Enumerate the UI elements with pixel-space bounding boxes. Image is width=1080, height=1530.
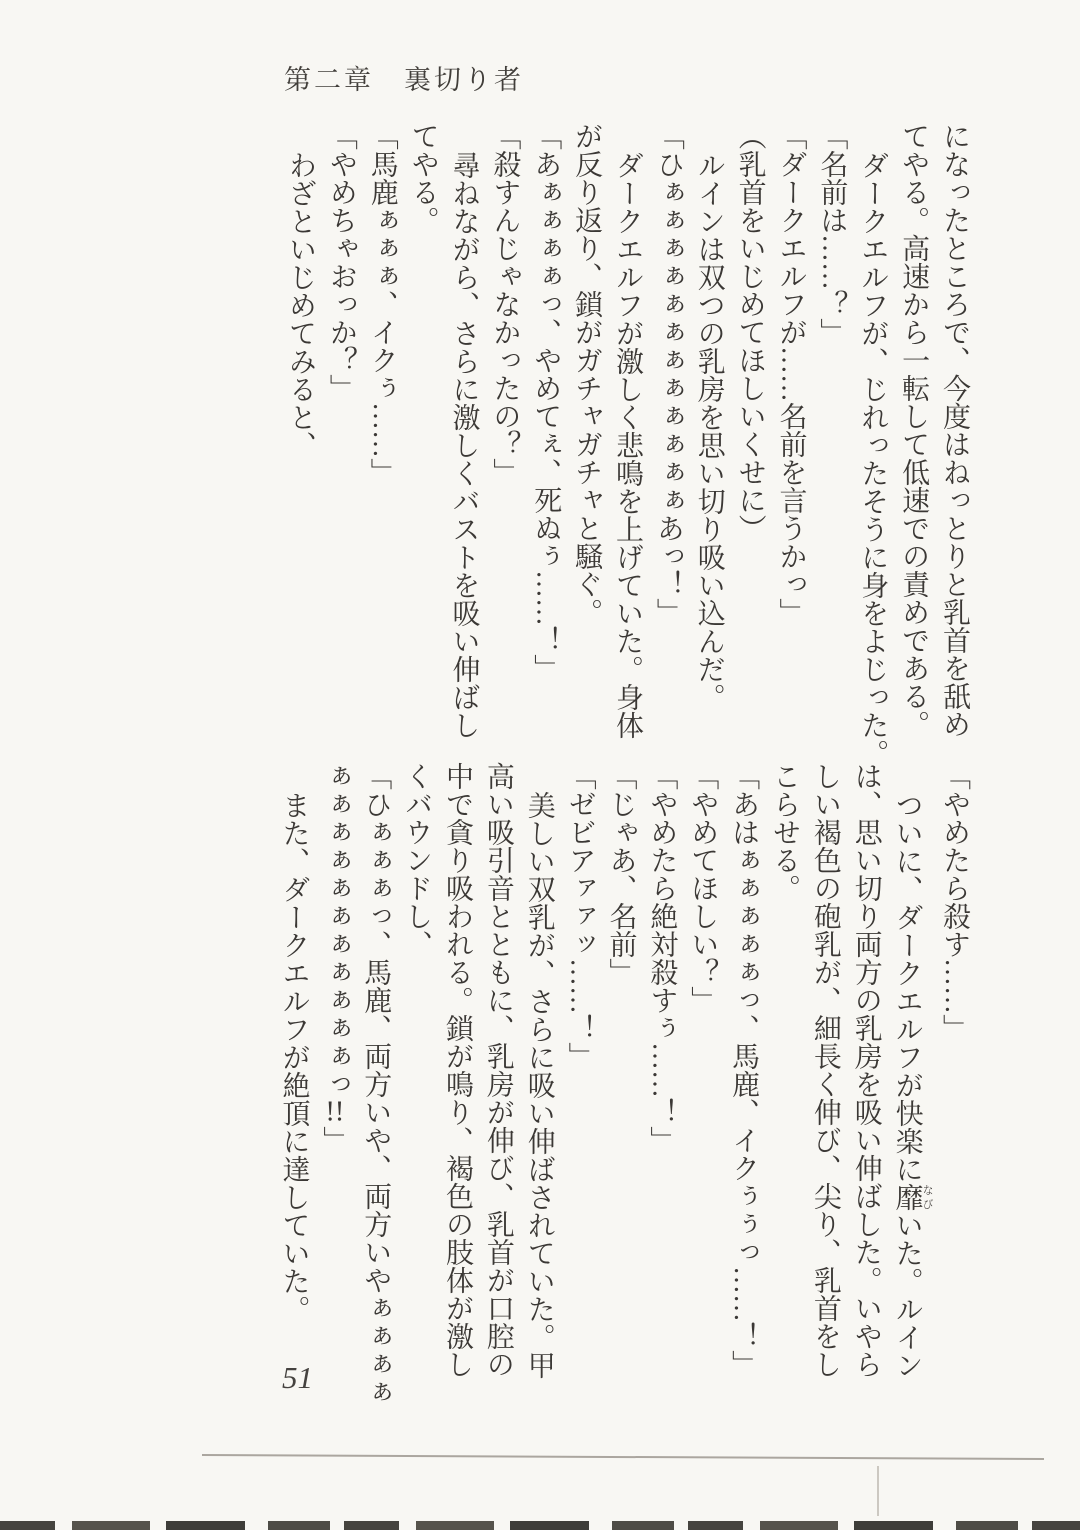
text-column: 「馬鹿ぁぁぁ、イクぅ……」 xyxy=(366,122,398,486)
text-column: 「名前は……？」 xyxy=(816,122,848,346)
text-column: てやる。 xyxy=(407,122,439,234)
text-column: になったところで、今度はねっとりと乳首を舐め xyxy=(939,122,970,738)
text-column: しい褐色の砲乳が、細長く伸び、尖り、乳首をし xyxy=(809,762,841,1378)
text-column: 美しい双乳が、さらに吸い伸ばされていた。甲 xyxy=(523,791,555,1379)
ruby-annotated-kanji: 靡なび xyxy=(891,1183,934,1211)
text-column: 「やめちゃおっか？」 xyxy=(325,122,357,402)
text-column: 「あはぁぁぁぁぁっ、馬鹿、イクぅぅっ……！」 xyxy=(728,762,760,1378)
text-column: 「やめたら絶対殺すぅ……！」 xyxy=(646,762,678,1154)
text-column: 「じゃあ、名前」 xyxy=(605,762,637,986)
text-column: ルインは双つの乳房を思い切り吸い込んだ。 xyxy=(693,151,725,711)
text-column: 「やめたら殺す……」 xyxy=(939,762,970,1042)
text-column: また、ダークエルフが絶頂に達していた。 xyxy=(278,791,310,1323)
text-column: が反り返り、鎖がガチャガチャと騒ぐ。 xyxy=(571,122,603,626)
text-column: 「あぁぁぁぁっ、やめてぇ、死ぬぅ……！」 xyxy=(530,122,562,682)
text-column: は、思い切り両方の乳房を吸い伸ばした。いやら xyxy=(850,762,882,1378)
double-exclamation: !! xyxy=(325,1098,345,1126)
text-column: 「殺すんじゃなかったの？」 xyxy=(489,122,521,486)
text-column: 「やめてほしい？」 xyxy=(687,762,719,1014)
text-block-top xyxy=(279,122,974,777)
text-column: こらせる。 xyxy=(769,762,800,902)
text-column: てやる。高速から一転して低速での責めである。 xyxy=(898,122,930,738)
text-block-bottom xyxy=(273,762,974,1427)
text-column: （乳首をいじめてほしいくせに） xyxy=(734,122,766,542)
text-column: 尋ねながら、さらに激しくバストを吸い伸ばし xyxy=(448,151,480,739)
text-column: わざといじめてみると、 xyxy=(285,151,316,459)
text-column: 「ひぁぁぁぁぁぁぁぁぁぁぁぁあっ！」 xyxy=(652,122,684,626)
footer-rule-divider xyxy=(202,1454,1044,1460)
chapter-header: 第二章 裏切り者 xyxy=(284,65,524,95)
text-column: 「ゼビアァァッ……！」 xyxy=(564,762,596,1070)
text-column: 「ひぁぁぁっ、馬鹿、両方いや、両方いやぁぁぁぁ xyxy=(360,762,392,1406)
page-number: 51 xyxy=(282,1360,313,1395)
scan-noise-artifact xyxy=(0,1521,1080,1530)
text-column: 中で貪り吸われる。鎖が鳴り、褐色の肢体が激し xyxy=(442,762,473,1378)
text-column: 高い吸引音とともに、乳房が伸び、乳首が口腔の xyxy=(482,762,514,1378)
text-column: 「ダークエルフが……名前を言うかっ」 xyxy=(775,122,807,626)
scan-scratch-artifact xyxy=(877,1466,879,1516)
text-column: ついに、ダークエルフが快楽に靡なびいた。ルイン xyxy=(891,791,934,1379)
text-column: ダークエルフが激しく悲鳴を上げていた。身体 xyxy=(612,151,643,739)
text-column: ダークエルフが、じれったそうに身をよじった。 xyxy=(857,151,889,767)
text-column: くバウンドし、 xyxy=(401,762,433,958)
text-column: ぁぁぁぁぁぁぁぁぁぁぁっ!!」 xyxy=(319,762,351,1154)
